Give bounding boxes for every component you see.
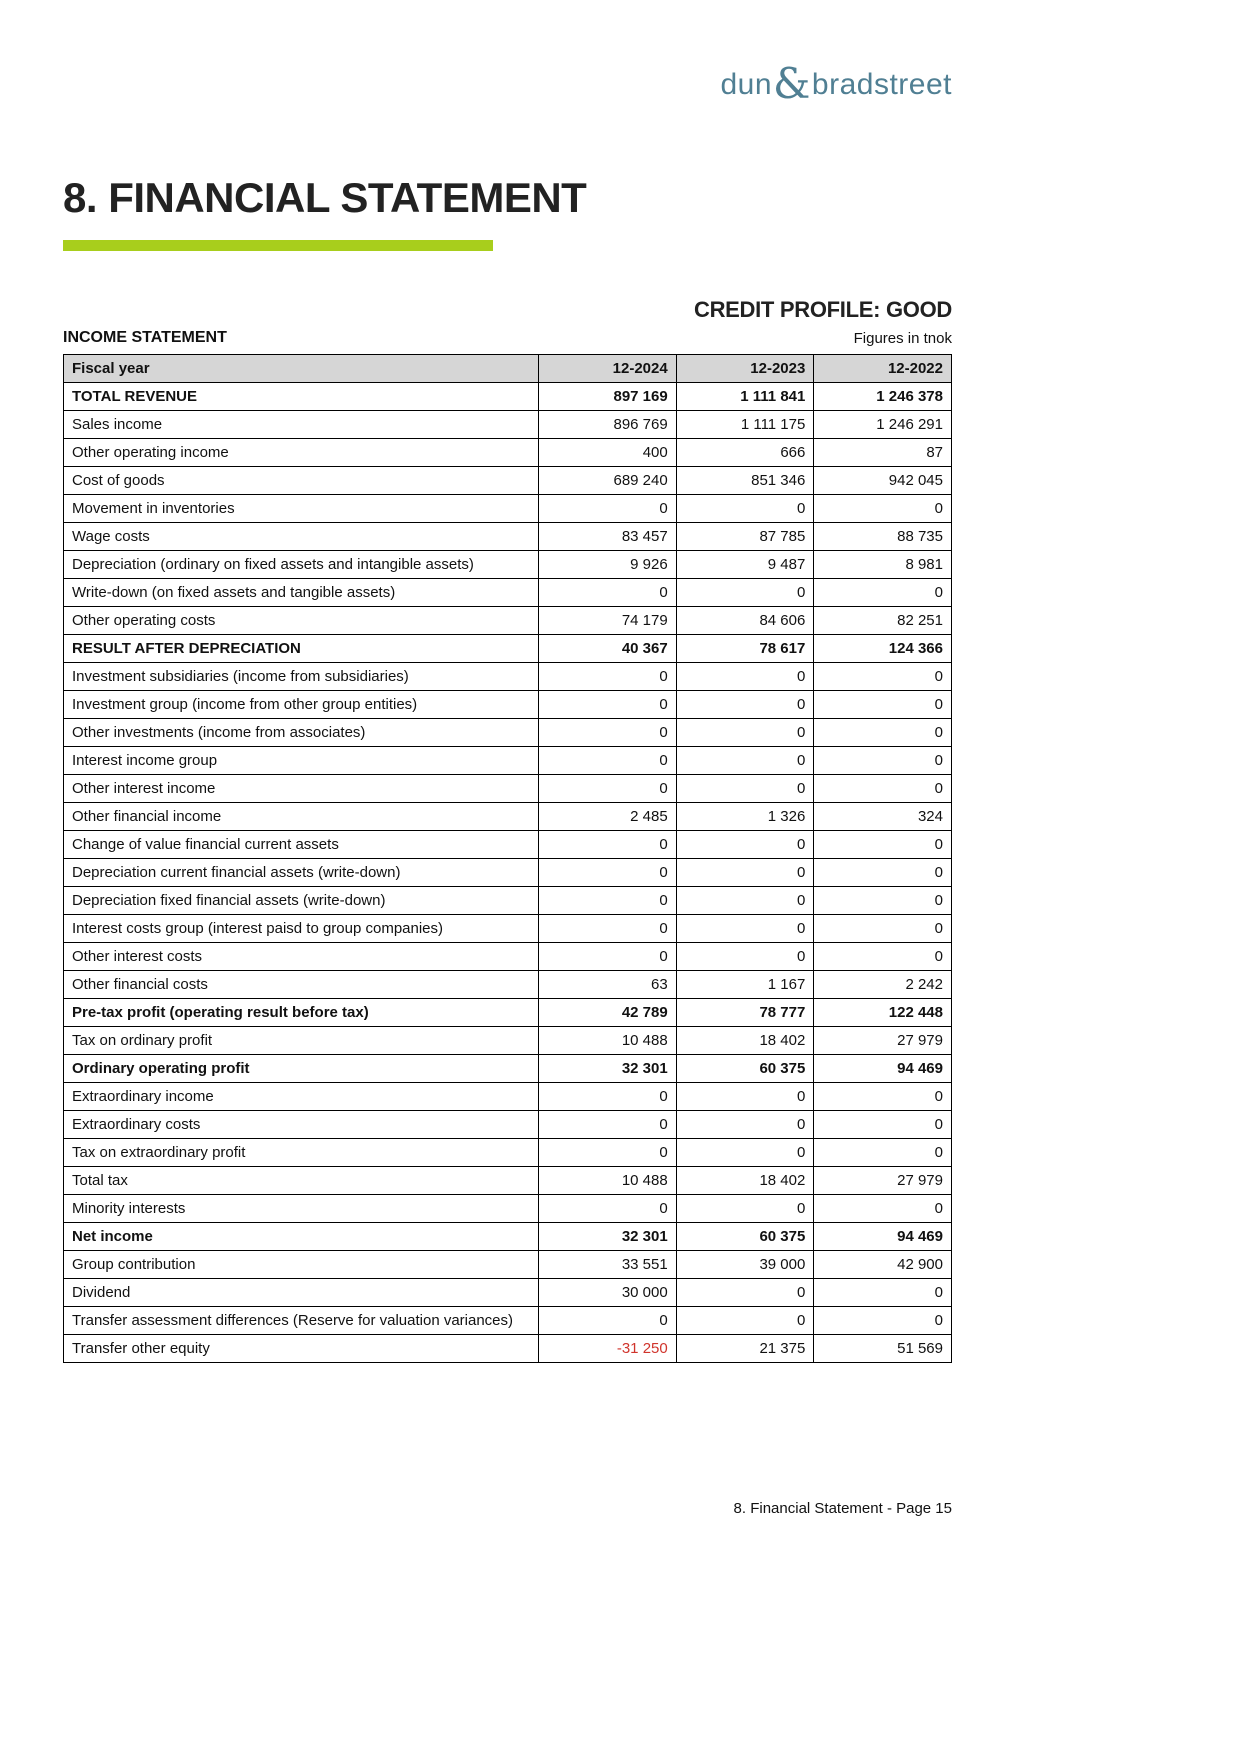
table-row [64,579,952,607]
row-value: 0 [539,1083,677,1111]
row-label: Tax on extraordinary profit [64,1139,539,1167]
row-value: 21 375 [676,1335,814,1363]
row-value: 0 [814,663,952,691]
row-value: 88 735 [814,523,952,551]
row-value: 0 [676,831,814,859]
row-label: Other financial costs [64,971,539,999]
row-value: 42 900 [814,1251,952,1279]
row-label: Minority interests [64,1195,539,1223]
table-row [64,1139,952,1167]
row-value: 0 [676,915,814,943]
title-underline-bar [63,240,493,251]
table-row [64,943,952,971]
table-row [64,383,952,411]
row-value: 0 [539,579,677,607]
table-row [64,1223,952,1251]
table-row [64,411,952,439]
row-value: 1 326 [676,803,814,831]
column-header-period: 12-2022 [814,355,952,383]
table-row [64,887,952,915]
row-value: 0 [539,1307,677,1335]
table-row [64,747,952,775]
row-value: 0 [539,775,677,803]
row-label: Tax on ordinary profit [64,1027,539,1055]
table-row [64,467,952,495]
row-label: Other financial income [64,803,539,831]
row-value: 1 246 378 [814,383,952,411]
row-value: 9 487 [676,551,814,579]
row-value: 27 979 [814,1167,952,1195]
row-value: 39 000 [676,1251,814,1279]
row-value: 78 617 [676,635,814,663]
row-value: 0 [814,775,952,803]
credit-profile-label: CREDIT PROFILE: GOOD [693,297,952,322]
row-value: 0 [539,1195,677,1223]
row-value: 0 [814,831,952,859]
row-value: 40 367 [539,635,677,663]
column-header-period: 12-2024 [539,355,677,383]
table-row [64,1055,952,1083]
row-label: Write-down (on fixed assets and tangible assets) [64,579,539,607]
table-row [64,859,952,887]
row-value: 0 [676,1111,814,1139]
row-value: 0 [676,775,814,803]
row-value: 94 469 [814,1223,952,1251]
row-label: Investment group (income from other group entities) [64,691,539,719]
table-row [64,915,952,943]
table-row [64,999,952,1027]
table-row [64,1335,952,1363]
table-row [64,1251,952,1279]
table-row [64,663,952,691]
row-label: Other investments (income from associates) [64,719,539,747]
row-label: Extraordinary income [64,1083,539,1111]
row-value: 1 246 291 [814,411,952,439]
table-header-row [64,355,952,383]
row-value: 42 789 [539,999,677,1027]
row-value: 0 [539,915,677,943]
row-label: Net income [64,1223,539,1251]
row-label: Interest costs group (interest paisd to group companies) [64,915,539,943]
row-value: 0 [814,1279,952,1307]
table-row [64,803,952,831]
table-row [64,1111,952,1139]
row-value: 400 [539,439,677,467]
row-value: 0 [539,943,677,971]
row-value: 9 926 [539,551,677,579]
statement-title: INCOME STATEMENT [63,329,227,346]
row-value: 18 402 [676,1167,814,1195]
row-value: 0 [676,719,814,747]
row-label: Wage costs [64,523,539,551]
row-label: Sales income [64,411,539,439]
table-row [64,691,952,719]
row-value: 0 [539,1139,677,1167]
row-value: 0 [676,579,814,607]
row-value: 0 [814,719,952,747]
row-value: 0 [814,859,952,887]
ampersand-icon: & [773,59,811,108]
table-row [64,439,952,467]
row-value: 897 169 [539,383,677,411]
figures-unit-note: Figures in tnok [853,330,952,347]
table-row [64,831,952,859]
table-row [64,1279,952,1307]
row-label: Pre-tax profit (operating result before tax) [64,999,539,1027]
table-row [64,607,952,635]
row-value: 94 469 [814,1055,952,1083]
row-value: 0 [539,663,677,691]
row-label: Other operating income [64,439,539,467]
row-value: 10 488 [539,1167,677,1195]
row-value: 0 [539,495,677,523]
row-value: 63 [539,971,677,999]
row-value: 0 [676,747,814,775]
table-row [64,719,952,747]
row-value: 33 551 [539,1251,677,1279]
row-label: Group contribution [64,1251,539,1279]
logo-row [63,59,952,108]
row-label: Change of value financial current assets [64,831,539,859]
row-value: 0 [814,691,952,719]
row-value: 8 981 [814,551,952,579]
row-value: 51 569 [814,1335,952,1363]
row-value: 666 [676,439,814,467]
row-value: 10 488 [539,1027,677,1055]
row-value: 0 [676,1083,814,1111]
row-label: Transfer assessment differences (Reserve for valuation variances) [64,1307,539,1335]
row-label: Total tax [64,1167,539,1195]
row-value: 0 [814,915,952,943]
row-label: TOTAL REVENUE [64,383,539,411]
row-value: 851 346 [676,467,814,495]
row-value: 0 [539,719,677,747]
row-value: 60 375 [676,1223,814,1251]
row-label: Dividend [64,1279,539,1307]
row-value: 0 [676,691,814,719]
row-value: 0 [676,887,814,915]
row-value: 0 [676,1139,814,1167]
row-value: 1 111 175 [676,411,814,439]
row-value: 0 [676,859,814,887]
table-row [64,1307,952,1335]
row-value: 2 485 [539,803,677,831]
row-value: 942 045 [814,467,952,495]
row-value: 0 [539,691,677,719]
row-value: 124 366 [814,635,952,663]
row-value: 0 [814,943,952,971]
row-value: 78 777 [676,999,814,1027]
row-value: 0 [676,495,814,523]
row-label: Interest income group [64,747,539,775]
row-value: 0 [539,1111,677,1139]
page-title: 8. FINANCIAL STATEMENT [63,174,587,221]
row-value: 0 [676,1195,814,1223]
table-row [64,971,952,999]
dun-and-bradstreet-logo [720,59,952,108]
row-value: 0 [814,1195,952,1223]
row-value: 74 179 [539,607,677,635]
row-value: 0 [814,579,952,607]
row-value: 32 301 [539,1055,677,1083]
page-footer: 8. Financial Statement - Page 15 [733,1500,952,1517]
table-row [64,775,952,803]
row-value: 0 [814,1083,952,1111]
row-label: Other operating costs [64,607,539,635]
row-value: 689 240 [539,467,677,495]
row-value: 83 457 [539,523,677,551]
content-area [63,0,952,1363]
row-value: 1 111 841 [676,383,814,411]
row-label: Other interest income [64,775,539,803]
table-row [64,1195,952,1223]
income-statement-table [63,354,952,1363]
table-row [64,1027,952,1055]
row-label: Ordinary operating profit [64,1055,539,1083]
row-value: 60 375 [676,1055,814,1083]
logo-text-bradstreet: bradstreet [811,68,952,101]
row-value: 0 [676,1307,814,1335]
row-value: 32 301 [539,1223,677,1251]
row-label: RESULT AFTER DEPRECIATION [64,635,539,663]
table-row [64,635,952,663]
row-value: 0 [814,747,952,775]
row-value: 2 242 [814,971,952,999]
row-value: 0 [539,747,677,775]
row-label: Depreciation current financial assets (write-down) [64,859,539,887]
row-value: -31 250 [539,1335,677,1363]
row-label: Movement in inventories [64,495,539,523]
logo-text-dun: dun [720,68,773,101]
table-row [64,551,952,579]
row-label: Depreciation (ordinary on fixed assets and intangible assets) [64,551,539,579]
row-value: 0 [676,943,814,971]
row-value: 27 979 [814,1027,952,1055]
row-value: 18 402 [676,1027,814,1055]
row-value: 0 [814,1111,952,1139]
table-row [64,1167,952,1195]
row-value: 324 [814,803,952,831]
row-label: Extraordinary costs [64,1111,539,1139]
column-header-period: 12-2023 [676,355,814,383]
row-value: 122 448 [814,999,952,1027]
row-label: Investment subsidiaries (income from subsidiaries) [64,663,539,691]
row-value: 0 [539,887,677,915]
row-label: Transfer other equity [64,1335,539,1363]
row-label: Cost of goods [64,467,539,495]
row-value: 0 [676,663,814,691]
row-value: 0 [814,1307,952,1335]
column-header-fiscal-year: Fiscal year [64,355,539,383]
table-row [64,495,952,523]
row-value: 0 [814,1139,952,1167]
row-label: Other interest costs [64,943,539,971]
row-value: 0 [676,1279,814,1307]
row-value: 0 [539,831,677,859]
row-value: 0 [539,859,677,887]
table-meta-row [63,329,952,347]
table-row [64,1083,952,1111]
table-row [64,523,952,551]
row-value: 0 [814,495,952,523]
row-value: 82 251 [814,607,952,635]
row-label: Depreciation fixed financial assets (write-down) [64,887,539,915]
row-value: 84 606 [676,607,814,635]
row-value: 30 000 [539,1279,677,1307]
row-value: 87 [814,439,952,467]
row-value: 1 167 [676,971,814,999]
row-value: 87 785 [676,523,814,551]
row-value: 0 [814,887,952,915]
row-value: 896 769 [539,411,677,439]
